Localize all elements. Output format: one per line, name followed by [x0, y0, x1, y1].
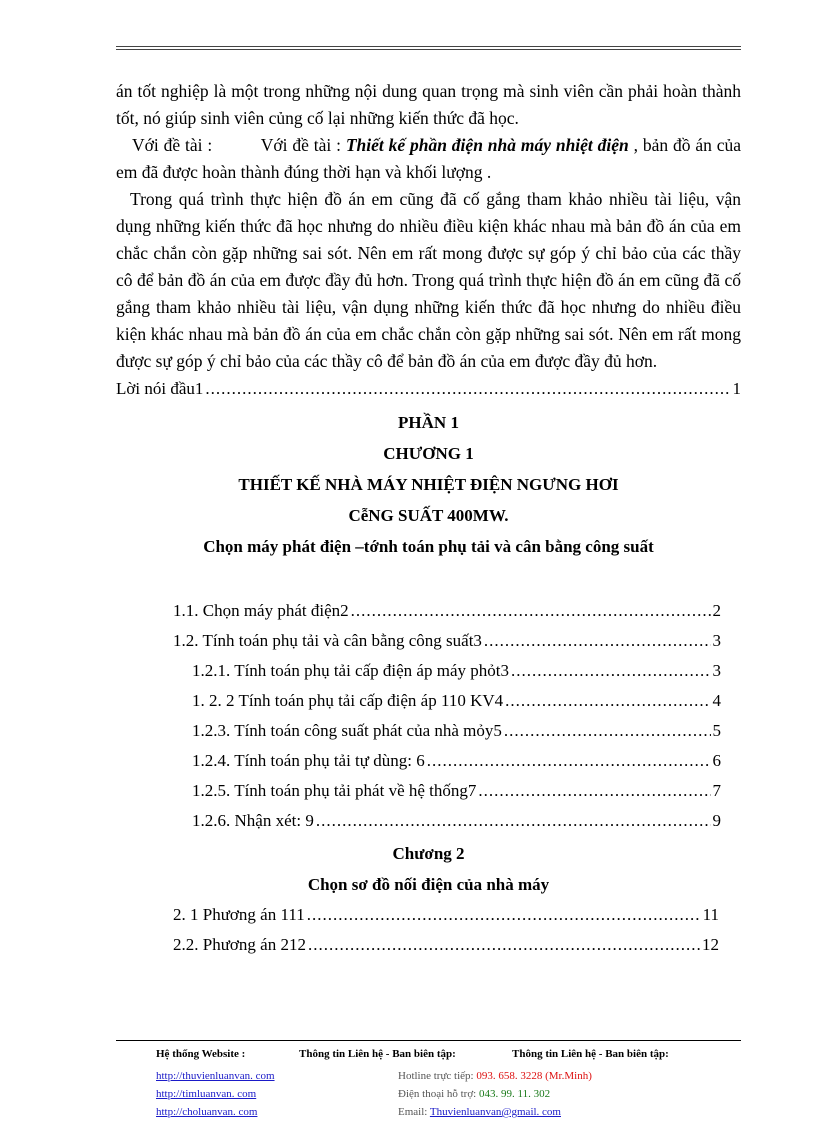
- toc-label: 2. 1 Phương án 111: [173, 905, 305, 924]
- toc-label: 1.2.5. Tính toán phụ tải phát về hệ thống7: [192, 781, 477, 800]
- toc-leader: [511, 656, 711, 686]
- toc-label: 1.2.1. Tính toán phụ tải cấp điện áp máy phỏt3: [192, 661, 509, 680]
- toc-label: 1.2. Tính toán phụ tải và cân bằng công suất3: [173, 631, 482, 650]
- part-heading: PHẦN 1: [398, 413, 459, 432]
- footer-contact-info: [398, 1067, 592, 1121]
- footer-link[interactable]: http://choluanvan. com: [156, 1106, 258, 1118]
- toc-row[interactable]: [173, 930, 719, 960]
- toc-page: 12: [702, 935, 719, 954]
- toc-page: 5: [712, 721, 721, 740]
- toc-leader: [484, 626, 711, 656]
- footer-websites-heading: Hệ thống Website :: [156, 1048, 246, 1060]
- toc-leader: [504, 716, 711, 746]
- toc-row[interactable]: [173, 900, 719, 930]
- chapter2-heading: Chương 2: [392, 844, 465, 863]
- footer-link[interactable]: http://thuvienluanvan. com: [156, 1070, 275, 1082]
- toc-page: 3: [712, 631, 721, 650]
- footer-link[interactable]: http://timluanvan. com: [156, 1088, 257, 1100]
- toc-leader: [427, 746, 711, 776]
- email-link[interactable]: Thuvienluanvan@gmail. com: [429, 1106, 561, 1118]
- toc-leader: [316, 806, 711, 836]
- hotline-label: Hotline trực tiếp:: [398, 1070, 474, 1082]
- document-body: [116, 78, 741, 960]
- toc-page: 7: [712, 781, 721, 800]
- phone-label: Điện thoại hỗ trợ:: [398, 1088, 477, 1100]
- toc-leader: [205, 375, 730, 403]
- toc-page: 3: [712, 661, 721, 680]
- header-rule: [116, 46, 741, 47]
- toc-page: 11: [702, 905, 719, 924]
- toc-chapter1: [116, 596, 741, 836]
- toc-label: 1. 2. 2 Tính toán phụ tải cấp điện áp 110 KV4: [192, 691, 504, 710]
- topic-prefix-2: Với đề tài :: [260, 135, 341, 155]
- toc-leader: [351, 596, 711, 626]
- toc-leader: [307, 900, 701, 930]
- footer-contact-heading-text-2: Thông tin Liên hệ - Ban biên tập:: [512, 1048, 669, 1060]
- chapter1-subtitle: Chọn máy phát điện –tớnh toán phụ tải và cân bằng công suất: [203, 537, 654, 556]
- toc-row[interactable]: [192, 656, 721, 686]
- toc-label: 1.2.6. Nhận xét: 9: [192, 811, 314, 830]
- toc-row-intro[interactable]: [116, 375, 741, 403]
- toc-page: 6: [712, 751, 721, 770]
- toc-label: 1.2.4. Tính toán phụ tải tự dùng: 6: [192, 751, 425, 770]
- intro-line: án tốt nghiệp là một trong những nội dung quan trọng mà sinh viên cần phải hoàn thành tốt, nó giúp sinh viên củng cố lại những kiến thức đã học.: [116, 81, 741, 128]
- chapter1-heading: CHƯƠNG 1: [383, 444, 474, 463]
- acknowledgement-paragraph: Trong quá trình thực hiện đồ án em cũng đã cố gắng tham khảo nhiều tài liệu, vận dụng những kiến thức đã học nhưng do nhiều điều kiện khác nhau mà bản đồ án của em chắc chắn còn gặp những sai sót. Nên em rất mong được sự góp ý chỉ bảo của các thầy cô để bản đồ án của em được đầy đủ hơn. Trong quá trình thực hiện đồ án em cũng đã cố gắng tham khảo nhiều tài liệu, vận dụng những kiến thức đã học nhưng do nhiều điều kiện khác nhau mà bản đồ án của em chắc chắn còn gặp những sai sót. Nên em rất mong được sự góp ý chỉ bảo của các thầy cô để bản đồ án của em được đầy đủ hơn.: [116, 189, 741, 371]
- toc-row[interactable]: [192, 776, 721, 806]
- header-rule-2: [116, 49, 741, 50]
- footer-contact-heading: [299, 1045, 456, 1063]
- toc-chapter2: [116, 900, 741, 960]
- toc-page: 4: [712, 691, 721, 710]
- chapter2-title: Chọn sơ đồ nối điện của nhà máy: [307, 875, 550, 894]
- toc-subsection-list: [173, 656, 721, 836]
- toc-row[interactable]: [192, 806, 721, 836]
- toc-leader: [505, 686, 710, 716]
- topic-prefix: Với đề tài :: [132, 135, 213, 155]
- toc-leader: [308, 930, 700, 960]
- email-label: Email:: [398, 1106, 428, 1118]
- toc-label: 1.2.3. Tính toán công suất phát của nhà mỏy5: [192, 721, 502, 740]
- topic-paragraph: [116, 132, 741, 186]
- toc-page: 2: [712, 601, 721, 620]
- footer-websites: [156, 1045, 275, 1121]
- toc-page: 9: [712, 811, 721, 830]
- topic-suffix: , bản đồ án của em đã được hoàn thành đúng thời hạn và khối lượng .: [116, 135, 742, 182]
- toc-label: 1.1. Chọn máy phát điện2: [173, 601, 349, 620]
- topic-title: Thiết kế phần điện nhà máy nhiệt điện: [345, 135, 629, 155]
- toc-row[interactable]: [192, 686, 721, 716]
- toc-label: 2.2. Phương án 212: [173, 935, 306, 954]
- phone-value: 043. 99. 11. 302: [478, 1088, 551, 1100]
- toc-row[interactable]: [173, 626, 721, 656]
- footer-contact-heading-2: [512, 1045, 669, 1063]
- chapter1-title-line2: CễNG SUẤT 400MW.: [348, 506, 509, 525]
- toc-leader: [478, 776, 710, 806]
- hotline-value: 093. 658. 3228 (Mr.Minh): [476, 1070, 592, 1082]
- toc-label: Lời nói đầu1: [116, 379, 204, 398]
- toc-page: 1: [732, 379, 741, 398]
- chapter1-title-line1: THIẾT KẾ NHÀ MÁY NHIỆT ĐIỆN NGƯNG HƠI: [238, 475, 619, 494]
- footer-contact-heading-text: Thông tin Liên hệ - Ban biên tập:: [299, 1048, 456, 1060]
- footer-rule: [116, 1040, 741, 1041]
- toc-row[interactable]: [192, 746, 721, 776]
- toc-row[interactable]: [192, 716, 721, 746]
- toc-row[interactable]: [173, 596, 721, 626]
